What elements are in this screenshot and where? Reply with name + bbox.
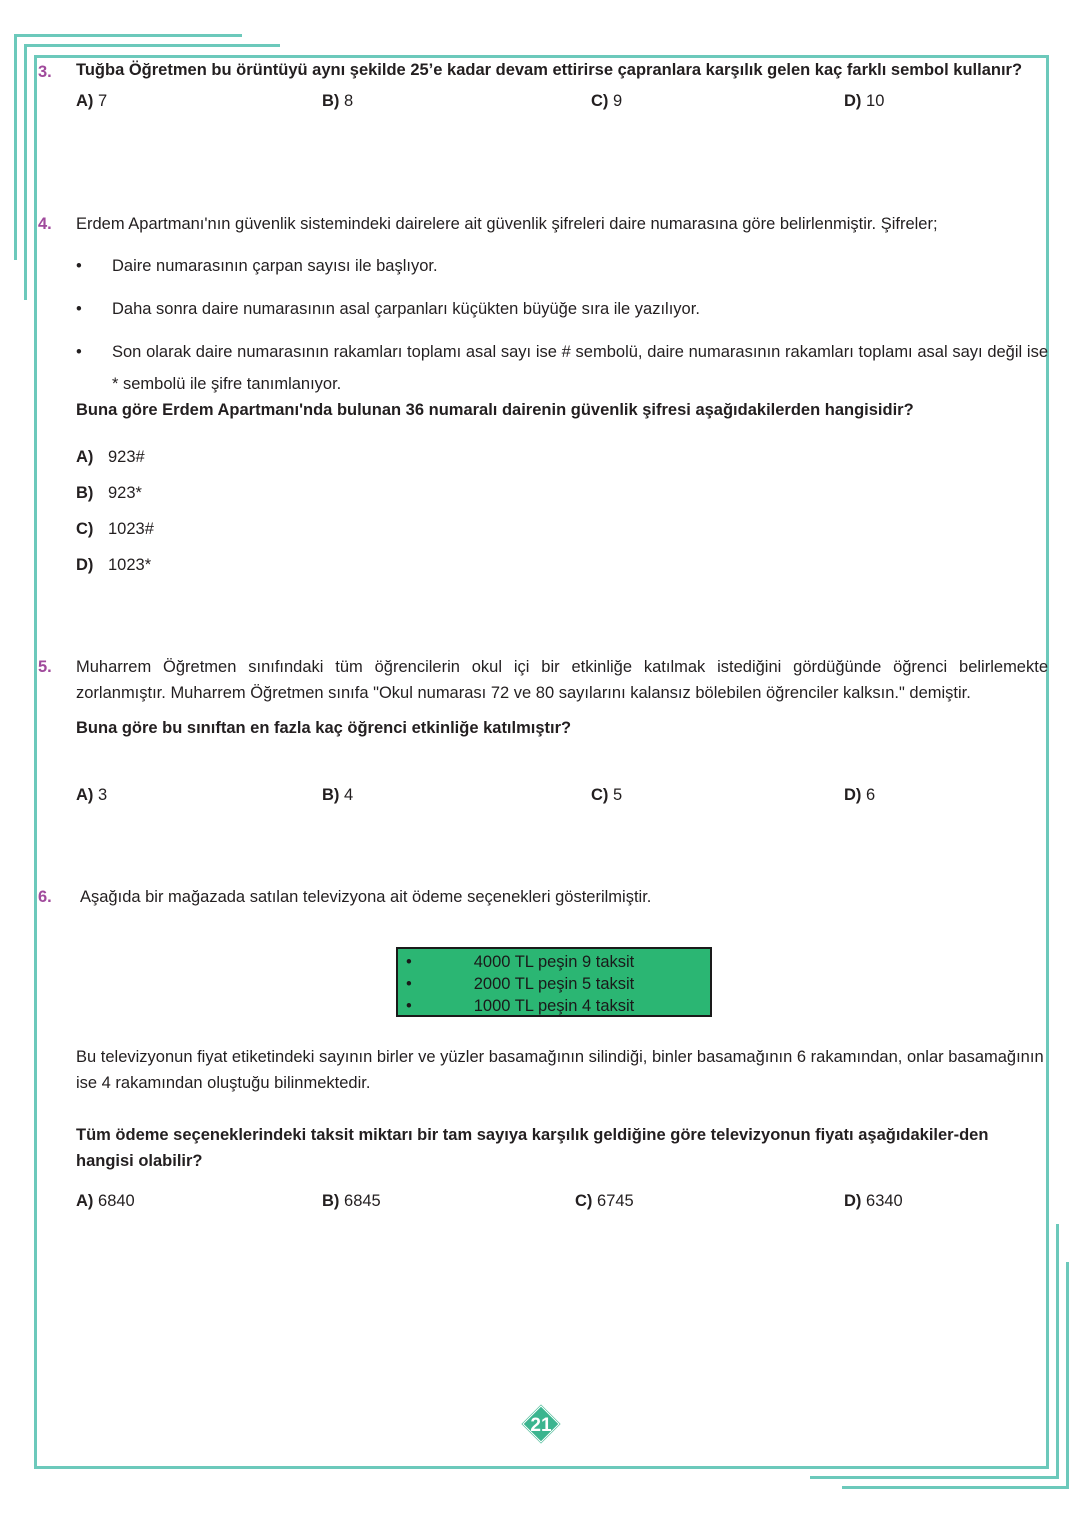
payment-option: • 4000 TL peşin 9 taksit (406, 953, 635, 971)
payment-option: • 2000 TL peşin 5 taksit (406, 975, 635, 993)
question-stem: Tuğba Öğretmen bu örüntüyü aynı şekilde 25’e kadar devam ettirirse çapranlara karşılık gelen kaç farklı sembol kullanır? (76, 61, 1023, 79)
option-b[interactable]: B) 6845 (322, 1192, 381, 1210)
question-4 (38, 211, 1048, 583)
payment-options-box (396, 947, 712, 1017)
option-b[interactable]: B) 8 (322, 92, 354, 110)
option-c[interactable]: C) 1023# (76, 520, 154, 538)
question-5 (38, 654, 1048, 808)
option-d[interactable]: D) 6340 (844, 1192, 903, 1210)
frame-top-mid (24, 44, 280, 47)
frame-bottom-main (34, 1466, 1049, 1469)
option-c[interactable]: C) 5 (591, 786, 623, 804)
payment-option: • 1000 TL peşin 4 taksit (406, 997, 635, 1015)
question-info: Bu televizyonun fiyat etiketindeki sayının birler ve yüzler basamağının silindiği, binler basamağının 6 rakamından, onlar basamağının ise 4 rakamından oluştuğu bilinmektedir. (76, 1048, 1044, 1092)
question-6-continued (38, 1044, 1048, 1214)
page-number-badge (518, 1401, 564, 1447)
answer-options (76, 1188, 1048, 1214)
frame-bottom-outer (842, 1486, 1069, 1489)
question-number: 5. (38, 658, 52, 676)
option-a[interactable]: A) 6840 (76, 1192, 135, 1210)
rule-item: • Daha sonra daire numarasının asal çarpanları küçükten büyüğe sıra ile yazılıyor. (76, 300, 700, 318)
question-number: 6. (38, 888, 52, 906)
frame-top-main (34, 55, 1048, 58)
option-b[interactable]: B) 923* (76, 484, 142, 502)
rule-list (76, 250, 1048, 400)
question-3 (38, 59, 1048, 114)
page-number: 21 (530, 1415, 552, 1436)
option-c[interactable]: C) 6745 (575, 1192, 634, 1210)
rule-item: • Son olarak daire numarasının rakamları toplamı asal sayı ise # sembolü, daire numarasının rakamları toplamı asal sayı değil ise * sembolü ile şifre tanımlanıyor. (76, 343, 1048, 393)
rule-item: • Daire numarasının çarpan sayısı ile başlıyor. (76, 257, 438, 275)
answer-options (76, 782, 1048, 808)
frame-left-outer (14, 34, 17, 260)
option-d[interactable]: D) 6 (844, 786, 876, 804)
option-a[interactable]: A) 923# (76, 448, 145, 466)
question-6 (38, 884, 1048, 910)
option-d[interactable]: D) 10 (844, 92, 885, 110)
frame-left-main (34, 55, 37, 1469)
frame-top-outer (14, 34, 242, 37)
frame-bottom-mid (810, 1476, 1059, 1479)
frame-left-mid (24, 44, 27, 300)
question-prompt: Buna göre Erdem Apartmanı'nda bulunan 36 numaralı dairenin güvenlik şifresi aşağıdakilerden hangisidir? (76, 401, 914, 419)
option-d[interactable]: D) 1023* (76, 556, 152, 574)
answer-options (76, 88, 1048, 114)
option-a[interactable]: A) 3 (76, 786, 108, 804)
question-prompt: Buna göre bu sınıftan en fazla kaç öğrenci etkinliğe katılmıştır? (76, 719, 572, 737)
question-text: Muharrem Öğretmen sınıfındaki tüm öğrencilerin okul içi bir etkinliğe katılmak istediğini gördüğünde öğrenci belirlemekte zorlanmıştır. Muharrem Öğretmen sınıfa "Okul numarası 72 ve 80 sayılarını kalansız bölebilen öğrenciler kalksın." demiştir. (76, 658, 1048, 702)
question-intro: Aşağıda bir mağazada satılan televizyona ait ödeme seçenekleri gösterilmiştir. (80, 888, 652, 906)
option-a[interactable]: A) 7 (76, 92, 108, 110)
answer-options (76, 439, 1048, 583)
question-number: 4. (38, 215, 52, 233)
question-prompt: Tüm ödeme seçeneklerindeki taksit miktarı bir tam sayıya karşılık geldiğine göre televizyonun fiyatı aşağıdakiler-den hangisi olabilir? (76, 1126, 989, 1170)
option-c[interactable]: C) 9 (591, 92, 623, 110)
frame-right-outer (1066, 1262, 1069, 1488)
option-b[interactable]: B) 4 (322, 786, 354, 804)
question-number: 3. (38, 63, 52, 81)
question-intro: Erdem Apartmanı'nın güvenlik sistemindeki dairelere ait güvenlik şifreleri daire numarasına göre belirlenmiştir. Şifreler; (76, 215, 938, 233)
frame-right-mid (1056, 1224, 1059, 1478)
